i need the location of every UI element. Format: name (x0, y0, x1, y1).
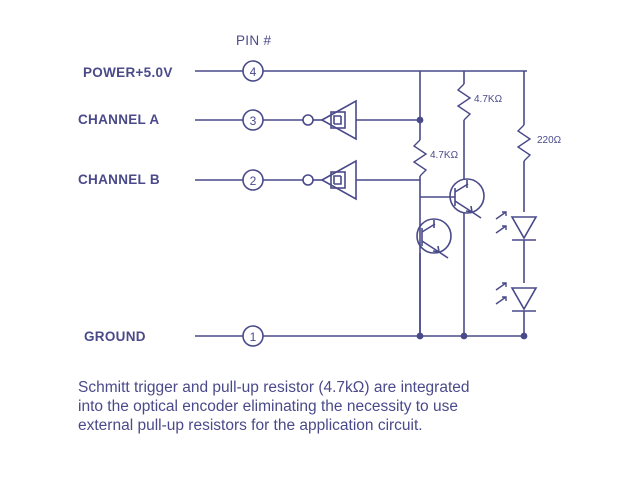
resistor-4k7-top-label: 4.7KΩ (474, 94, 503, 105)
led-upper (496, 212, 536, 240)
led-lower (496, 283, 536, 311)
transistor-b (450, 179, 484, 218)
pin-label-ground: GROUND (84, 329, 146, 344)
pin-number-2: 2 (249, 174, 257, 188)
channel-a-node-circle (303, 115, 313, 125)
transistor-a (417, 219, 451, 258)
pin-number-1: 1 (249, 330, 257, 344)
schmitt-trigger-b (322, 161, 356, 199)
pin-label-power: POWER+5.0V (83, 65, 173, 80)
resistor-220 (518, 125, 530, 161)
pin-marker-2 (243, 170, 263, 190)
resistor-220-label: 220Ω (537, 135, 562, 146)
pin-label-channel-b: CHANNEL B (78, 172, 160, 187)
schmitt-trigger-a (322, 101, 356, 139)
pin-marker-1 (243, 326, 263, 346)
caption-text: Schmitt trigger and pull-up resistor (4.7kΩ) are integrated into the optical encoder eliminating the necessity to use external pull-up resistors for the application circuit. (78, 379, 470, 434)
pin-marker-4 (243, 61, 263, 81)
resistor-4k7-top (458, 84, 470, 120)
pin-number-4: 4 (249, 65, 257, 79)
pin-label-channel-a: CHANNEL A (78, 112, 160, 127)
ground-junction-far-right (521, 333, 528, 340)
resistor-4k7-mid-label: 4.7KΩ (430, 150, 459, 161)
pin-marker-3 (243, 110, 263, 130)
channel-b-node-circle (303, 175, 313, 185)
pin-number-3: 3 (249, 114, 257, 128)
resistor-4k7-mid (414, 140, 426, 176)
pin-header-label: PIN # (236, 33, 272, 48)
